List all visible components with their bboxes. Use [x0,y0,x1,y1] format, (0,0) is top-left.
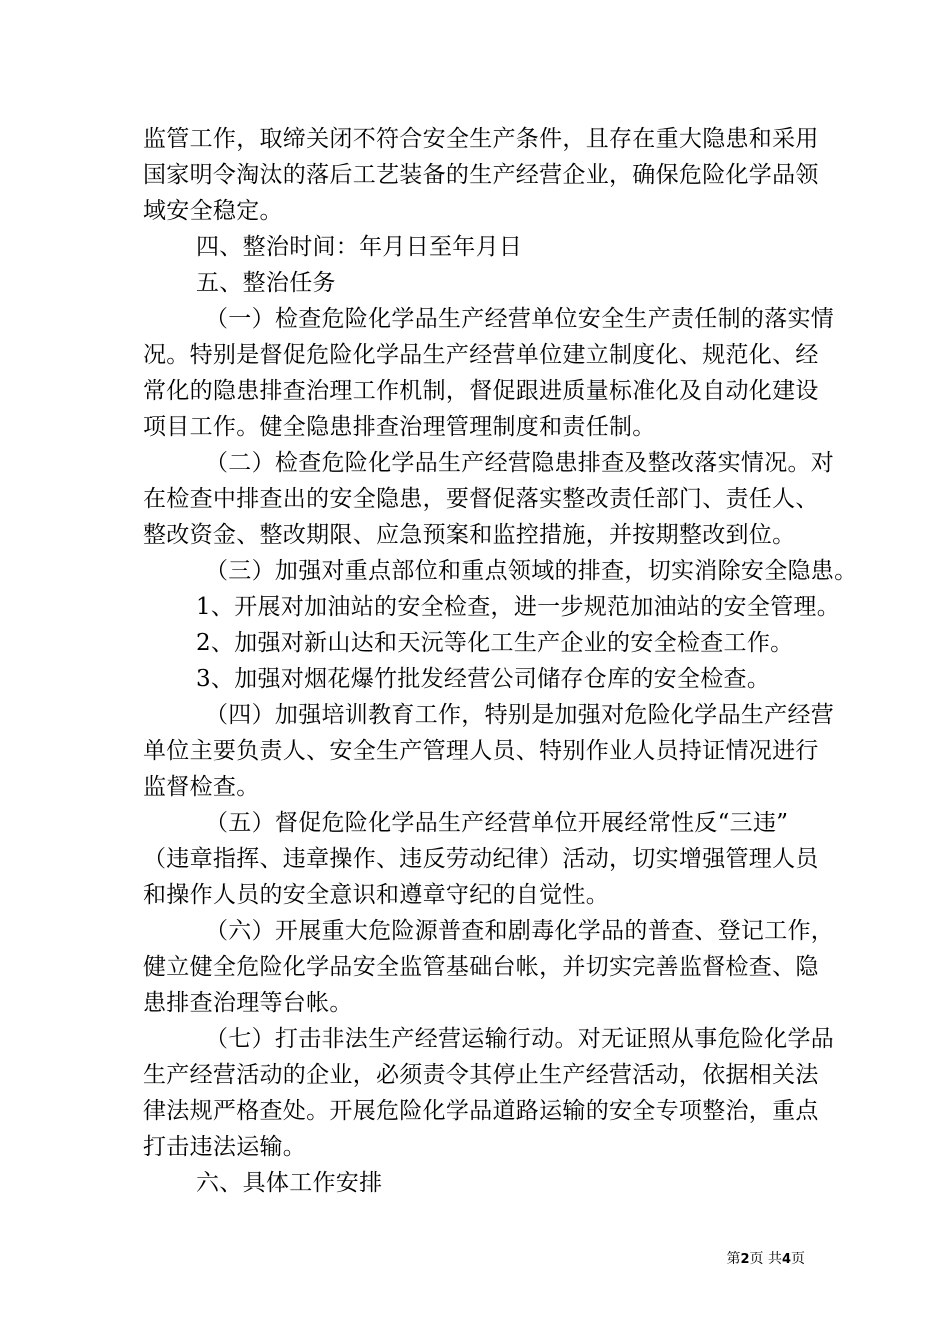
body-line: 打击违法运输。 [143,1134,307,1160]
list-item: 3、加强对烟花爆竹批发经营公司储存仓库的安全检查。 [196,666,771,692]
body-line: 项目工作。健全隐患排查治理管理制度和责任制。 [143,414,656,440]
body-line: 生产经营活动的企业，必须责令其停止生产经营活动，依据相关法 [143,1062,819,1088]
body-line: （三）加强对重点部位和重点领域的排查，切实消除安全隐患。 [205,558,858,584]
body-line: 在检查中排查出的安全隐患，要督促落实整改责任部门、责任人、 [143,486,819,512]
body-line: 监督检查。 [143,774,260,800]
section-heading: 六、具体工作安排 [196,1170,383,1196]
body-line: （一）检查危险化学品生产经营单位安全生产责任制的落实情 [205,306,835,332]
body-line: 律法规严格查处。开展危险化学品道路运输的安全专项整治，重点 [143,1098,819,1124]
body-line: 国家明令淘汰的落后工艺装备的生产经营企业，确保危险化学品领 [143,162,819,188]
body-line: （四）加强培训教育工作，特别是加强对危险化学品生产经营 [205,702,835,728]
page-number-footer [700,1250,805,1269]
body-line: 和操作人员的安全意识和遵章守纪的自觉性。 [143,882,609,908]
body-line: 健立健全危险化学品安全监管基础台帐，并切实完善监督检查、隐 [143,954,819,980]
body-line: （五）督促危险化学品生产经营单位开展经常性反“三违” [205,810,789,836]
list-item: 1、开展对加油站的安全检查，进一步规范加油站的安全管理。 [196,594,841,620]
body-line: 单位主要负责人、安全生产管理人员、特别作业人员持证情况进行 [143,738,819,764]
total-pages-number: 4 [781,1252,791,1267]
body-line: 患排查治理等台帐。 [143,990,353,1016]
body-line: 监管工作，取缔关闭不符合安全生产条件，且存在重大隐患和采用 [143,126,819,152]
section-heading: 五、整治任务 [196,270,336,296]
body-line: （七）打击非法生产经营运输行动。对无证照从事危险化学品 [205,1026,835,1052]
footer-middle: 页 共 [749,1251,782,1267]
body-line: 域安全稳定。 [143,198,283,224]
footer-suffix: 页 [791,1251,805,1267]
body-line: （违章指挥、违章操作、违反劳动纪律）活动，切实增强管理人员 [143,846,819,872]
body-line: （二）检查危险化学品生产经营隐患排查及整改落实情况。对 [205,450,835,476]
body-line: 常化的隐患排查治理工作机制，督促跟进质量标准化及自动化建设 [143,378,819,404]
body-line: 整改资金、整改期限、应急预案和监控措施，并按期整改到位。 [143,522,796,548]
section-heading: 四、整治时间：年月日至年月日 [196,234,523,260]
body-line: 况。特别是督促危险化学品生产经营单位建立制度化、规范化、经 [143,342,819,368]
footer-prefix: 第 [726,1251,741,1267]
current-page-number: 2 [740,1252,750,1267]
list-item: 2、加强对新山达和天沅等化工生产企业的安全检查工作。 [196,630,794,656]
body-line: （六）开展重大危险源普查和剧毒化学品的普查、登记工作， [205,918,835,944]
